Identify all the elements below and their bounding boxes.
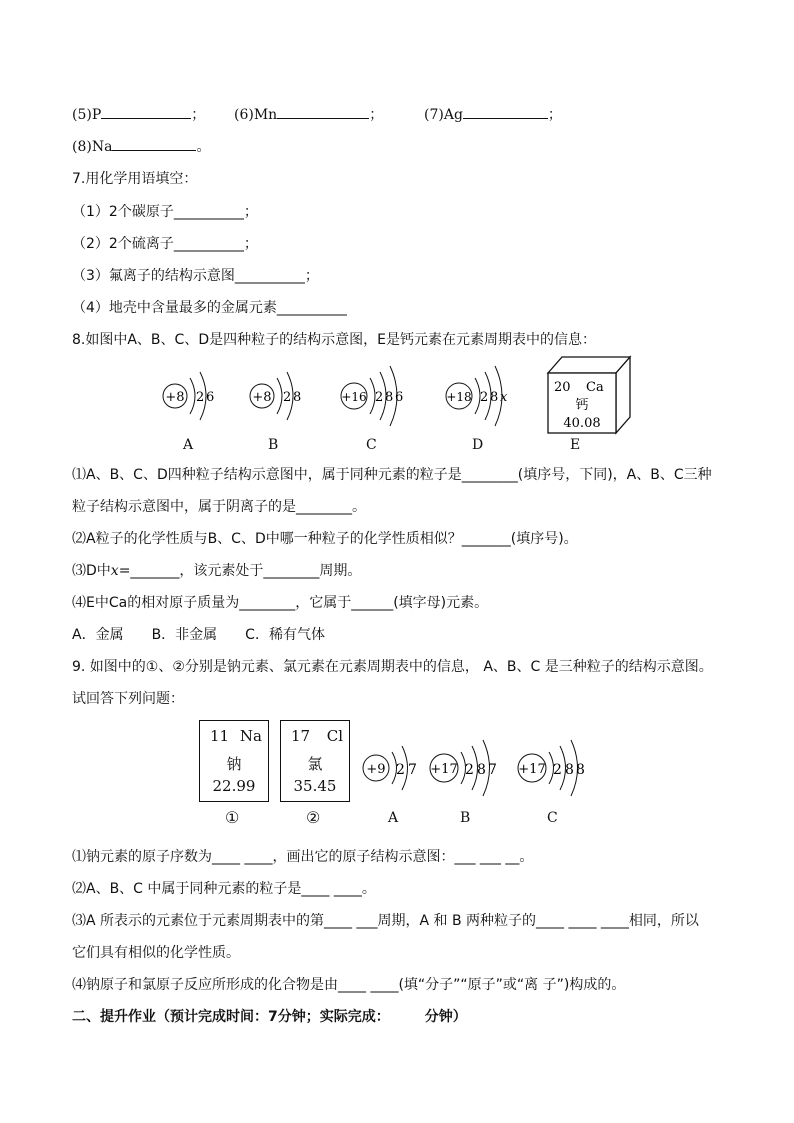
- q8-sub3: ⑶D中x=_______，该元素处于________周期。: [72, 563, 362, 579]
- q9-sub3-line2: 它们具有相似的化学性质。: [72, 945, 240, 961]
- q8-options: A．金属 B．非金属 C．稀有气体: [72, 627, 325, 643]
- shell-count: 8: [293, 390, 302, 405]
- shell-count: 2: [480, 390, 489, 405]
- q7-item-3: （3）氟离子的结构示意图__________；: [72, 268, 319, 284]
- atom-diagram-a: [363, 746, 417, 790]
- q9-sub4: ⑷钠原子和氯原子反应所形成的化合物是由____ ____(填“分子”“原子”或“离 子”)构成的。: [72, 977, 626, 993]
- shell-count: x: [500, 390, 508, 405]
- q6-item-ag: (7)Ag: [424, 107, 463, 123]
- diagram-label-a: A: [183, 437, 194, 453]
- atom-diagram-b: [430, 740, 497, 796]
- nucleus-charge: +17: [518, 762, 546, 777]
- q7-item-1: （1）2个碳原子__________；: [72, 204, 258, 220]
- shell-count: 2: [196, 390, 205, 405]
- q6-item-na: (8)Na: [72, 139, 113, 155]
- shell-count: 7: [488, 762, 497, 778]
- q9-subtitle: 试回答下列问题：: [72, 691, 184, 707]
- q6-item-mn-wrap: (6)Mn ；: [234, 107, 384, 123]
- q9-atom-diagrams: [356, 732, 596, 804]
- q8-sub1-line2: 粒子结构示意图中，属于阴离子的是________。: [72, 499, 366, 515]
- shell-count: 8: [490, 390, 499, 405]
- q9-sub1: ⑴钠元素的原子序数为____ ____，画出它的原子结构示意图：___ ___ __。: [72, 849, 534, 865]
- q6-line-2: (8)Na 。: [72, 139, 211, 155]
- shell-count: 7: [408, 762, 417, 778]
- answer-blank[interactable]: [463, 105, 548, 119]
- q6-item-ag-wrap: (7)Ag ；: [424, 107, 562, 123]
- atom-diagram-c: [341, 366, 403, 426]
- nucleus-charge: +8: [165, 390, 185, 405]
- shell-count: 2: [283, 390, 292, 405]
- shell-count: 2: [553, 762, 562, 778]
- q6-item-mn: (6)Mn: [234, 107, 278, 123]
- q8-sub1-line1: ⑴A、B、C、D四种粒子结构示意图中，属于同种元素的粒子是________(填序号，下同)，A、B、C三种: [72, 467, 712, 483]
- shell-count: 8: [565, 762, 574, 778]
- diagram-label-e: E: [570, 437, 581, 453]
- q8-title: 8.如图中A、B、C、D是四种粒子的结构示意图，E是钙元素在元素周期表中的信息：: [72, 332, 596, 348]
- nucleus-charge: +16: [341, 390, 367, 404]
- diagram-label-c: C: [547, 810, 558, 826]
- q6-line-1: (5)P ；: [72, 107, 206, 123]
- q9-sub3-line1: ⑶A 所表示的元素位于元素周期表中的第____ ___周期，A 和 B 两种粒子的____ ____ ____相同，所以: [72, 913, 699, 929]
- shell-arc: [190, 378, 195, 414]
- q7-item-2: （2）2个硫离子__________；: [72, 236, 258, 252]
- shell-count: 8: [385, 390, 394, 405]
- atom-diagram-d: [446, 366, 508, 426]
- atom-diagram-b: [250, 372, 301, 420]
- element-symbol: Ca: [586, 380, 604, 395]
- q9-title: 9. 如图中的①、②分别是钠元素、氯元素在元素周期表中的信息， A、B、C 是三种粒子的结构示意图。: [72, 659, 713, 675]
- element-name: 钙: [575, 398, 589, 413]
- diagram-label-b: B: [268, 437, 279, 453]
- q9-sub2: ⑵A、B、C 中属于同种元素的粒子是____ ____。: [72, 881, 376, 897]
- diagram-label-c: C: [366, 437, 377, 453]
- atom-diagram-c: [518, 740, 585, 796]
- card-label-1: ①: [225, 808, 240, 827]
- shell-count: 6: [206, 390, 215, 405]
- q8-sub2: ⑵A粒子的化学性质与B、C、D中哪一种粒子的化学性质相似？_______(填序号)。: [72, 531, 578, 547]
- shell-count: 8: [576, 762, 585, 778]
- atom-diagram-a: [163, 372, 214, 420]
- diagram-label-b: B: [460, 810, 471, 826]
- nucleus-charge: +17: [430, 762, 458, 777]
- shell-count: 2: [465, 762, 474, 778]
- element-card-cl: 17 Cl 氯 35.45: [280, 720, 350, 802]
- element-mass: 40.08: [563, 416, 601, 431]
- element-card-e: [544, 353, 634, 435]
- section-heading: 二、提升作业（预计完成时间：7分钟；实际完成： 分钟）: [72, 1009, 467, 1025]
- shell-count: 2: [375, 390, 384, 405]
- answer-blank[interactable]: [112, 137, 196, 151]
- diagram-label-d: D: [472, 437, 484, 453]
- nucleus-charge: +9: [366, 762, 386, 777]
- shell-count: 8: [477, 762, 486, 778]
- shell-count: 6: [395, 390, 404, 405]
- q7-item-4: （4）地壳中含量最多的金属元素__________: [72, 300, 347, 316]
- shell-count: 2: [396, 762, 405, 778]
- element-number: 20: [554, 380, 571, 395]
- answer-blank[interactable]: [101, 105, 191, 119]
- q7-title: 7.用化学用语填空：: [72, 171, 198, 187]
- q8-atom-diagrams: [150, 356, 550, 456]
- q8-sub4: ⑷E中Ca的相对原子质量为________，它属于______(填字母)元素。: [72, 595, 489, 611]
- diagram-label-a: A: [388, 810, 399, 826]
- q6-item-p: (5)P: [72, 107, 102, 123]
- answer-blank[interactable]: [277, 105, 369, 119]
- card-label-2: ②: [306, 808, 321, 827]
- nucleus-charge: +8: [252, 390, 272, 405]
- element-card-na: 11 Na 钠 22.99: [199, 720, 269, 802]
- nucleus-charge: +18: [446, 390, 472, 404]
